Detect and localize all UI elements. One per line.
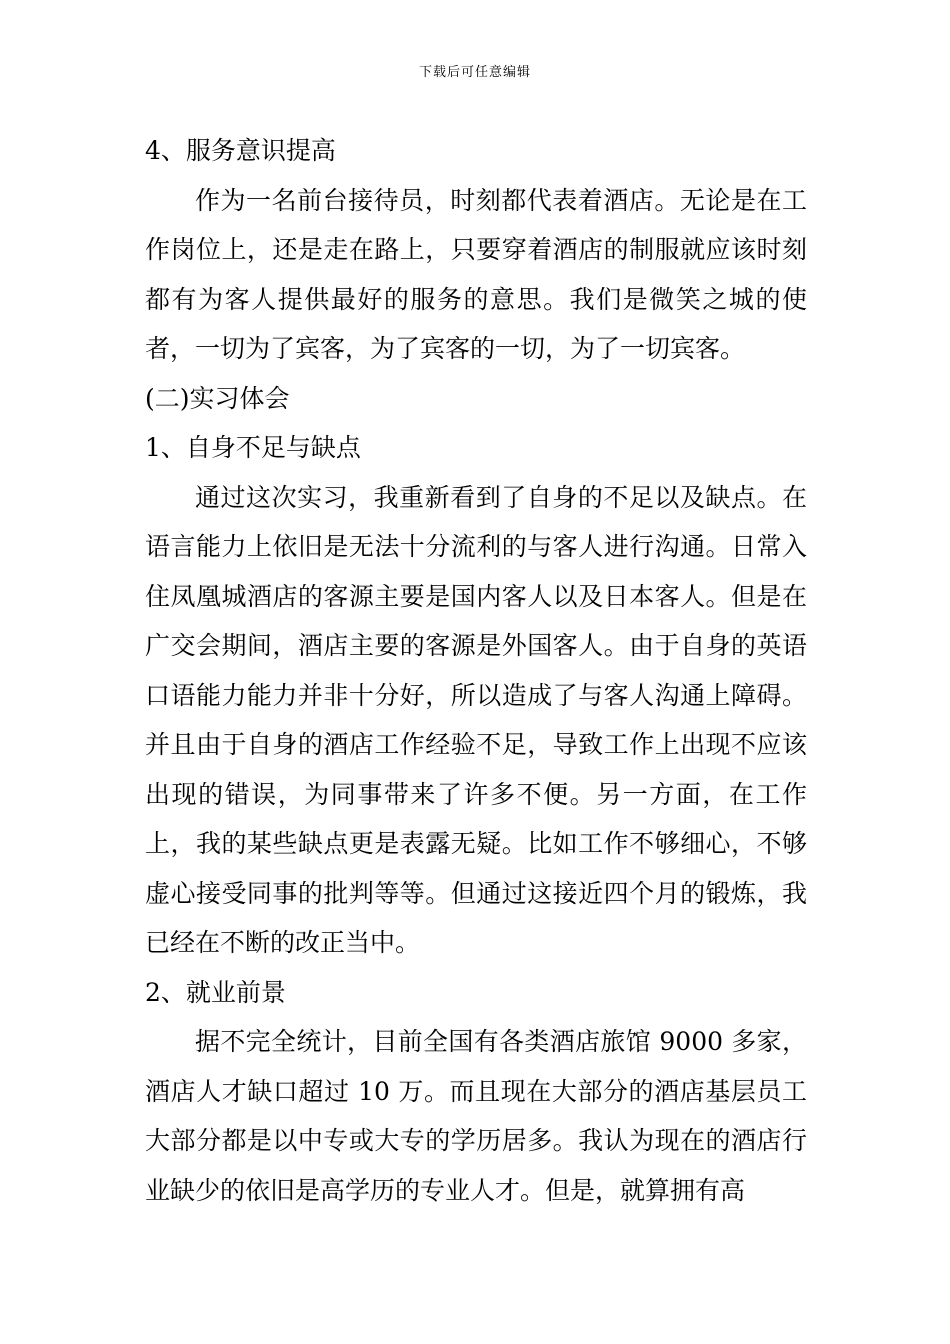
paragraph-employment-prospects: 据不完全统计，目前全国有各类酒店旅馆 9000 多家，酒店人才缺口超过 10 万。而且现在大部分的酒店基层员工大部分都是以中专或大专的学历居多。我认为现在的酒店行业缺少的依旧是高学历的专业人才。但是，就算拥有高 bbox=[145, 1027, 807, 1205]
section-heading-shortcomings: 1、自身不足与缺点 bbox=[145, 433, 361, 462]
document-body bbox=[145, 126, 807, 1215]
section-heading-employment-prospects: 2、就业前景 bbox=[145, 977, 286, 1007]
page-header: 下载后可任意编辑 bbox=[418, 65, 531, 80]
section-heading-internship-reflection: (二)实习体会 bbox=[145, 383, 290, 413]
paragraph-shortcomings: 通过这次实习，我重新看到了自身的不足以及缺点。在语言能力上依旧是无法十分流利的与客人进行沟通。日常入住凤凰城酒店的客源主要是国内客人以及日本客人。但是在广交会期间，酒店主要的客源是外国客人。由于自身的英语口语能力能力并非十分好，所以造成了与客人沟通上障碍。并且由于自身的酒店工作经验不足，导致工作上出现不应该出现的错误，为同事带来了许多不便。另一方面，在工作上，我的某些缺点更是表露无疑。比如工作不够细心，不够虚心接受同事的批判等等。但通过这接近四个月的锻炼，我已经在不断的改正当中。 bbox=[145, 482, 807, 957]
section-heading-service-awareness: 4、服务意识提高 bbox=[145, 136, 336, 165]
paragraph-service-awareness: 作为一名前台接待员，时刻都代表着酒店。无论是在工作岗位上，还是走在路上，只要穿着酒店的制服就应该时刻都有为客人提供最好的服务的意思。我们是微笑之城的使者，一切为了宾客，为了宾客的一切，为了一切宾客。 bbox=[145, 185, 807, 363]
